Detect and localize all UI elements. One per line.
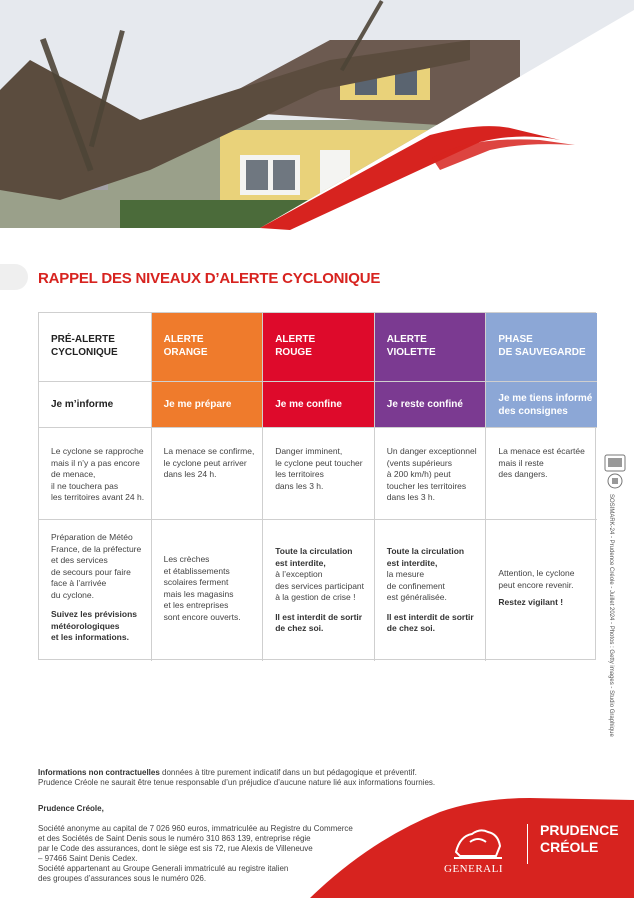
action-text: Je me confine bbox=[275, 399, 342, 410]
action-text: Je reste confiné bbox=[386, 399, 463, 410]
column-header: ALERTE ROUGE bbox=[263, 313, 374, 381]
column-alerte-violette bbox=[374, 313, 486, 661]
hero-photo bbox=[0, 0, 634, 238]
footer-red-shape bbox=[0, 760, 634, 898]
action-text: Je m’informe bbox=[51, 399, 114, 410]
situation-cell: La menace est écartée mais il reste des dangers. bbox=[486, 427, 597, 519]
situation-cell: Danger imminent, le cyclone peut toucher les territoires dans les 3 h. bbox=[263, 427, 374, 519]
advice-bold-top-text: Toute la circulation est interdite, bbox=[386, 546, 465, 568]
advice-bold-text: Suivez les prévisions météorologiques et les informations. bbox=[51, 609, 137, 642]
brand-divider bbox=[527, 824, 528, 864]
title-tab-decoration bbox=[0, 264, 28, 290]
advice-text: Préparation de Météo France, de la préfecture et des services de secours pour faire face à l’arrivée du cyclone. bbox=[51, 532, 142, 600]
advice-text: à l’exception des services participant à la gestion de crise ! bbox=[275, 569, 365, 602]
disclaimer-text: données à titre purement indicatif dans un but pédagogique et préventif. Prudence Créole ne saurait être tenue responsable d’un préjudice d’aucune nature lié aux informations fournies. bbox=[38, 768, 436, 787]
generali-wordmark: GENERALI bbox=[444, 863, 503, 875]
alert-levels-table bbox=[38, 312, 596, 660]
action-cell bbox=[263, 381, 374, 427]
column-header: ALERTE ORANGE bbox=[152, 313, 263, 381]
column-header: PRÉ-ALERTE CYCLONIQUE bbox=[51, 334, 118, 358]
column-header: PHASE DE SAUVEGARDE bbox=[486, 313, 597, 381]
situation-cell: Le cyclone se rapproche mais il n’y a pas encore de menace, il ne touchera pas les territoires avant 24 h. bbox=[39, 427, 151, 519]
advice-text: Attention, le cyclone peut encore revenir. bbox=[498, 568, 575, 590]
advice-cell bbox=[375, 519, 486, 661]
column-alerte-rouge bbox=[262, 313, 374, 661]
column-phase-sauvegarde bbox=[485, 313, 597, 661]
advice-cell bbox=[486, 519, 597, 661]
action-cell bbox=[152, 381, 263, 427]
column-pre-alerte bbox=[39, 313, 151, 661]
prudence-creole-logo: PRUDENCE CRÉOLE bbox=[540, 822, 619, 855]
generali-lion-logo bbox=[450, 822, 506, 862]
action-cell bbox=[375, 381, 486, 427]
column-alerte-orange bbox=[151, 313, 263, 661]
advice-bold-top-text: Toute la circulation est interdite, bbox=[275, 546, 353, 568]
action-text: Je me prépare bbox=[163, 399, 232, 410]
advice-bold-text: Restez vigilant ! bbox=[498, 597, 564, 607]
page-title: RAPPEL DES NIVEAUX D’ALERTE CYCLONIQUE bbox=[38, 270, 381, 287]
company-title: Prudence Créole, bbox=[38, 804, 104, 813]
advice-cell bbox=[263, 519, 374, 661]
disclaimer-bold: Informations non contractuelles bbox=[38, 768, 160, 777]
situation-cell: La menace se confirme, le cyclone peut arriver dans les 24 h. bbox=[152, 427, 263, 519]
recycle-info-icon bbox=[604, 454, 626, 490]
action-text: Je me tiens informé des consignes bbox=[498, 392, 593, 417]
advice-text: Les crèches et établissements scolaires ferment mais les magasins et les entreprises sont encore ouverts. bbox=[163, 554, 241, 622]
column-header: ALERTE VIOLETTE bbox=[375, 313, 486, 381]
advice-cell bbox=[152, 519, 263, 661]
vertical-credits: SOSIMARK-24 - Prudence Créole - Juillet 2024 - Photos : Getty images - Studio Graphique bbox=[608, 494, 614, 737]
situation-cell: Un danger exceptionnel (vents supérieurs à 200 km/h) peut toucher les territoires dans les 3 h. bbox=[375, 427, 486, 519]
action-cell bbox=[486, 381, 597, 427]
advice-bold-text: Il est interdit de sortir de chez soi. bbox=[386, 611, 474, 633]
action-cell bbox=[39, 381, 151, 427]
company-text: Société anonyme au capital de 7 026 960 euros, immatriculée au Registre du Commerce et des Sociétés de Saint Denis sous le numéro 310 863 139, entreprise régie par le Code des assurances, dont le siège est sis 72, rue Alexis de Villeneuve – 97466 Saint Denis Cedex. Société appartenant au Groupe Generali immatriculé au registre italien des groupes d’assurances sous le numéro 026. bbox=[38, 824, 353, 883]
advice-cell bbox=[39, 519, 151, 661]
advice-text: la mesure de confinement est généralisée. bbox=[386, 569, 447, 602]
advice-bold-text: Il est interdit de sortir de chez soi. bbox=[275, 611, 363, 633]
